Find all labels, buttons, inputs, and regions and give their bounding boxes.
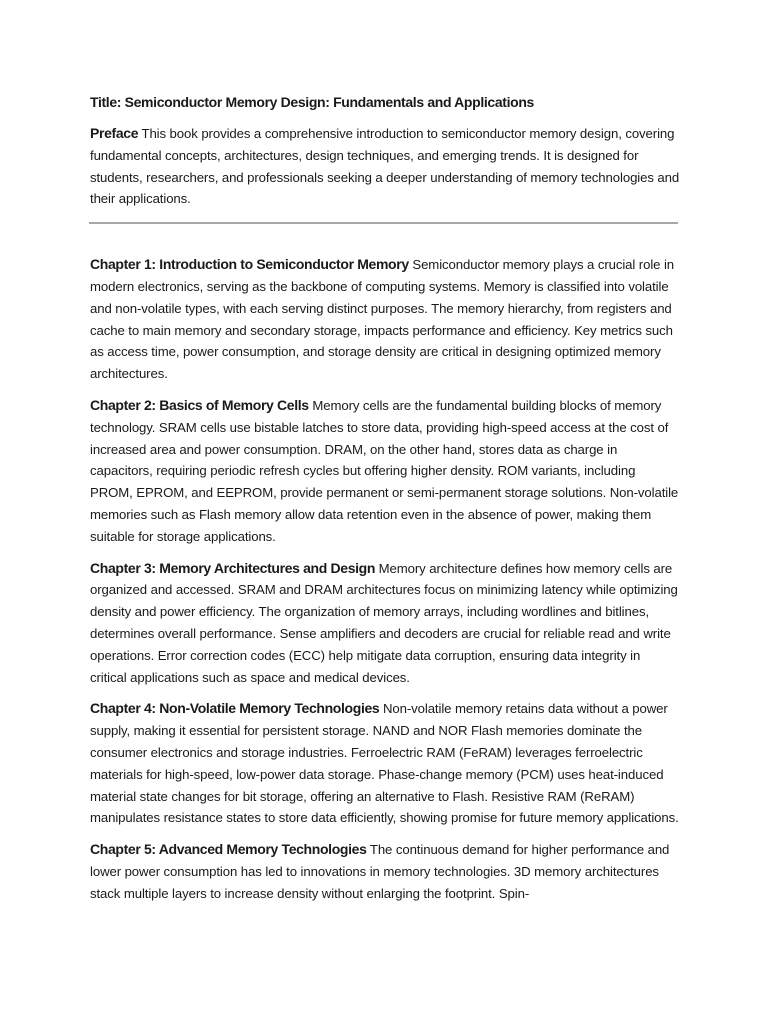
chapter-2-text: Memory cells are the fundamental building blocks of memory technology. SRAM cells use bistable latches to store data, providing high-speed access at the cost of increased area and power consumption. DRAM, on the other hand, stores data as charge in capacitors, requiring periodic refresh cycles but offering higher density. ROM variants, including PROM, EPROM, and EEPROM, provide permanent or semi-permanent storage solutions. Non-volatile memories such as Flash memory allow data retention even in the absence of power, making them suitable for storage applications.: [90, 397, 679, 544]
chapter-3-text: Memory architecture defines how memory cells are organized and accessed. SRAM and DRAM architectures focus on minimizing latency while optimizing density and power efficiency. The organization of memory arrays, including wordlines and bitlines, determines overall performance. Sense amplifiers and decoders are crucial for reliable read and write operations. Error correction codes (ECC) help mitigate data corruption, ensuring data integrity in critical applications such as space and medical devices.: [90, 560, 678, 685]
chapter-5-heading: Chapter 5: Advanced Memory Technologies: [90, 841, 367, 858]
section-divider: [89, 222, 678, 224]
chapter-1-text: Semiconductor memory plays a crucial role in modern electronics, serving as the backbone of computing systems. Memory is classified into volatile and non-volatile types, with each serving distinct purposes. The memory hierarchy, from registers and cache to main memory and secondary storage, impacts performance and efficiency. Key metrics such as access time, power consumption, and storage density are critical in designing optimized memory architectures.: [90, 257, 675, 382]
chapter-4-text: Non-volatile memory retains data without a power supply, making it essential for persistent storage. NAND and NOR Flash memories dominate the consumer electronics and storage industries. Ferroelectric RAM (FeRAM) leverages ferroelectric materials for high-speed, low-power data storage. Phase-change memory (PCM) uses heat-induced material state changes for bit storage, offering an alternative to Flash. Resistive RAM (ReRAM) manipulates resistance states to store data efficiently, showing promise for future memory applications.: [90, 701, 679, 826]
preface-paragraph: [90, 123, 680, 210]
chapter-1-paragraph: [90, 254, 680, 385]
chapter-2-heading: Chapter 2: Basics of Memory Cells: [90, 396, 309, 413]
chapter-4-heading: Chapter 4: Non-Volatile Memory Technologies: [90, 700, 380, 717]
chapter-5-text: The continuous demand for higher performance and lower power consumption has led to innovations in memory technologies. 3D memory architectures stack multiple layers to increase density without enlarging the footprint. Spin-: [90, 842, 670, 901]
document-title: Title: Semiconductor Memory Design: Fundamentals and Applications: [90, 94, 534, 110]
chapter-2-paragraph: [90, 395, 680, 548]
chapter-3-heading: Chapter 3: Memory Architectures and Design: [90, 559, 376, 576]
document-page: [90, 92, 680, 915]
preface-heading: Preface: [90, 125, 139, 141]
chapter-4-paragraph: [90, 698, 680, 829]
chapter-3-paragraph: [90, 558, 680, 689]
chapter-1-heading: Chapter 1: Introduction to Semiconductor Memory: [90, 256, 409, 273]
chapter-5-paragraph: [90, 839, 680, 904]
preface-text: This book provides a comprehensive introduction to semiconductor memory design, covering fundamental concepts, architectures, design techniques, and emerging trends. It is designed for students, researchers, and professionals seeking a deeper understanding of memory technologies and their applications.: [90, 126, 680, 207]
